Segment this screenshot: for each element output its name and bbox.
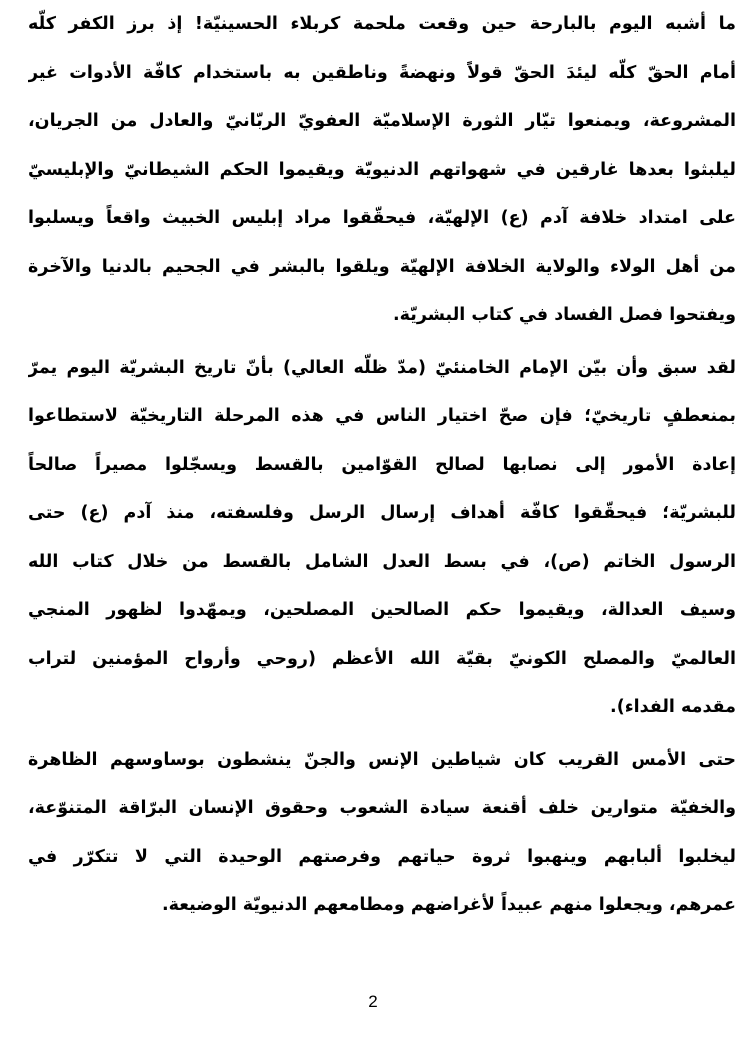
text-line: ما أشبه اليوم بالبارحة حين وقعت ملحمة كربلاء الحسينيّة! إذ برز الكفر كلّه xyxy=(28,14,736,34)
text-line: ليخلبوا ألبابهم وينهبوا ثروة حياتهم وفرصتهم الوحيدة التي لا تتكرّر في xyxy=(28,846,736,867)
text-line: على امتداد خلافة آدم (ع) الإلهيّة، فيحقّقوا مراد إبليس الخبيث واقعاً ويسلبوا xyxy=(28,208,736,228)
text-line: الرسول الخاتم (ص)، في بسط العدل الشامل بالقسط من خلال كتاب الله xyxy=(28,551,736,572)
text-line: من أهل الولاء والولاية الخلافة الإلهيّة ويلقوا بالبشر في الجحيم بالدنيا والآخرة xyxy=(28,256,736,277)
page-number: 2 xyxy=(368,992,378,1011)
text-line: إعادة الأمور إلى نصابها لصالح القوّامين بالقسط ويسجّلوا مصيراً صالحاً xyxy=(28,454,736,475)
text-line: والخفيّة متوارين خلف أقنعة سيادة الشعوب وحقوق الإنسان البرّاقة المتنوّعة، xyxy=(28,798,736,818)
text-line: العالميّ والمصلح الكونيّ بقيّة الله الأعظم (روحي وأرواح المؤمنين لتراب xyxy=(28,648,736,669)
paragraph xyxy=(28,736,736,930)
document-body xyxy=(28,0,736,930)
text-line: وسيف العدالة، ويقيموا حكم الصالحين المصلحين، ويمهّدوا لظهور المنجي xyxy=(28,600,736,620)
text-line: أمام الحقّ كلّه ليئدَ الحقّ قولاً ونهضةً وناطقين به باستخدام كافّة الأدوات غير xyxy=(28,62,736,83)
text-line: ليلبثوا بعدها غارقين في شهواتهم الدنيويّة ويقيموا الحكم الشيطانيّ والإبليسيّ xyxy=(28,159,736,180)
paragraph xyxy=(28,0,736,340)
text-line: عمرهم، ويجعلوا منهم عبيداً لأغراضهم ومطامعهم الدنيويّة الوضيعة. xyxy=(161,895,736,915)
text-line: مقدمه الفداء). xyxy=(610,697,736,717)
text-line: ويفتحوا فصل الفساد في كتاب البشريّة. xyxy=(393,305,736,325)
text-line: المشروعة، ويمنعوا تيّار الثورة الإسلاميّة العفويّ الربّانيّ والعادل من الجريان، xyxy=(28,111,736,131)
text-line: حتى الأمس القريب كان شياطين الإنس والجنّ ينشطون بوساوسهم الظاهرة xyxy=(28,749,736,770)
text-line: لقد سبق وأن بيّن الإمام الخامنئيّ (مدّ ظلّه العالي) بأنّ تاريخ البشريّة اليوم يمرّ xyxy=(28,357,736,378)
paragraph xyxy=(28,344,736,732)
text-line: بمنعطفٍ تاريخيّ؛ فإن صحّ اختيار الناس في هذه المرحلة التاريخيّة لاستطاعوا xyxy=(28,406,736,426)
text-line: للبشريّة؛ فيحقّقوا كافّة أهداف إرسال الرسل وفلسفته، منذ آدم (ع) حتى xyxy=(28,503,736,523)
